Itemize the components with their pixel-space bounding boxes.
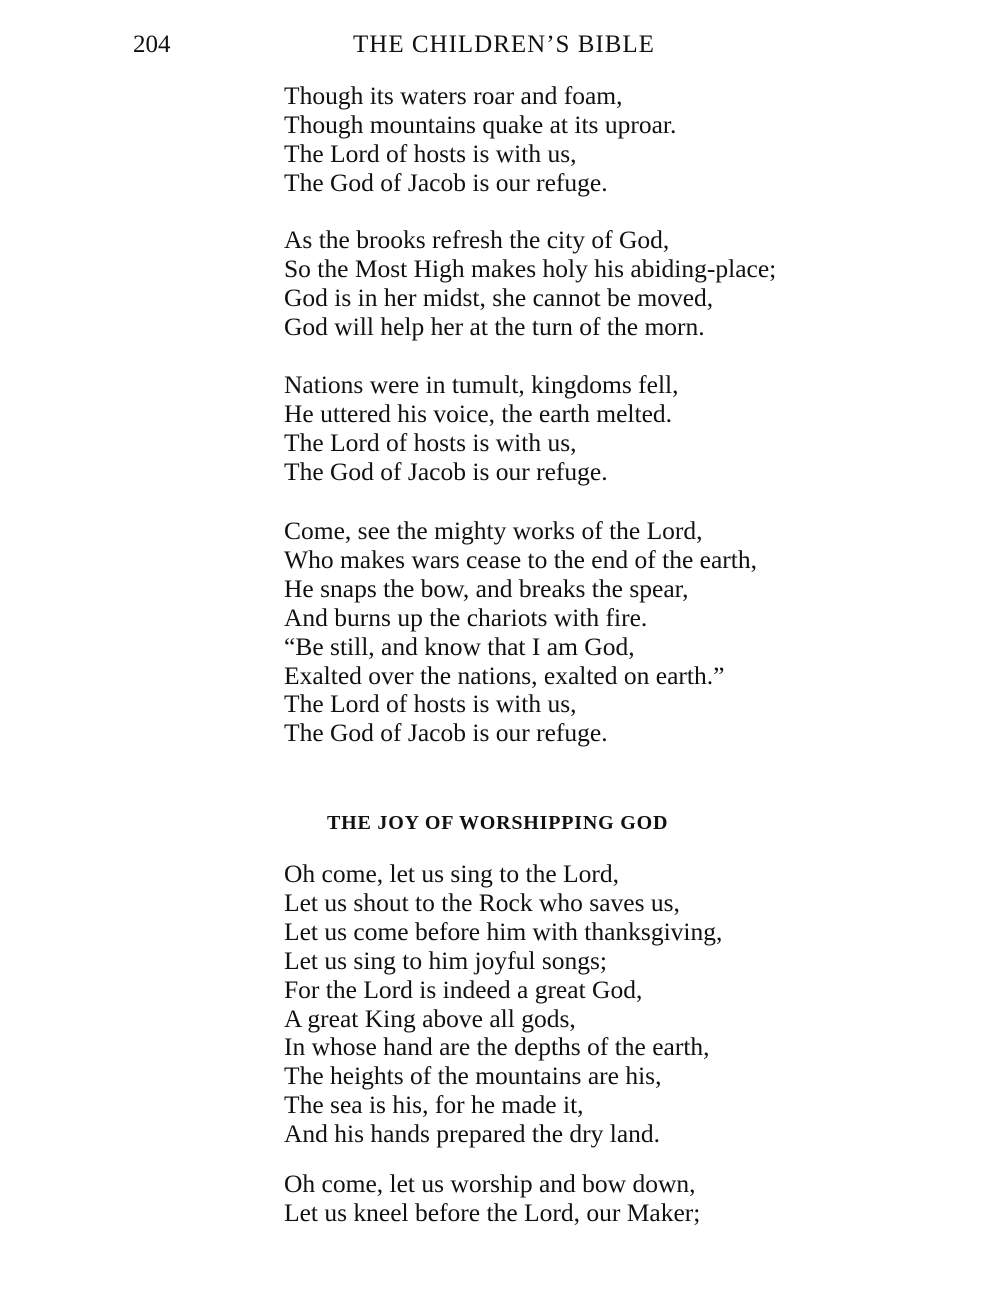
verse-line: The God of Jacob is our refuge. xyxy=(284,456,608,486)
stanza-4 xyxy=(284,517,757,748)
psalm-stanza-1 xyxy=(284,860,722,1149)
verse-line: The sea is his, for he made it, xyxy=(284,1090,584,1120)
verse-line: For the Lord is indeed a great God, xyxy=(284,974,643,1004)
verse-line: Let us kneel before the Lord, our Maker; xyxy=(284,1197,701,1227)
verse-line: Though its waters roar and foam, xyxy=(284,81,623,110)
verse-line: Let us shout to the Rock who saves us, xyxy=(284,887,680,917)
verse-line: Nations were in tumult, kingdoms fell, xyxy=(284,370,679,399)
verse-line: Let us sing to him joyful songs; xyxy=(284,945,608,975)
stanza-3 xyxy=(284,371,679,487)
verse-line: He uttered his voice, the earth melted. xyxy=(284,398,673,428)
verse-line: Come, see the mighty works of the Lord, xyxy=(284,516,703,545)
verse-line: He snaps the bow, and breaks the spear, xyxy=(284,573,689,603)
verse-line: Oh come, let us worship and bow down, xyxy=(284,1169,696,1198)
running-title: THE CHILDREN’S BIBLE xyxy=(353,31,655,58)
page-number: 204 xyxy=(133,31,171,58)
verse-line: The God of Jacob is our refuge. xyxy=(284,718,608,748)
verse-line: Though mountains quake at its uproar. xyxy=(284,109,677,139)
verse-line: And his hands prepared the dry land. xyxy=(284,1119,661,1149)
section-heading: THE JOY OF WORSHIPPING GOD xyxy=(327,812,669,834)
verse-line: God is in her midst, she cannot be moved, xyxy=(284,282,714,312)
verse-line: As the brooks refresh the city of God, xyxy=(284,225,670,254)
verse-line: The heights of the mountains are his, xyxy=(284,1061,662,1091)
verse-line: “Be still, and know that I am God, xyxy=(284,631,635,661)
verse-line: The Lord of hosts is with us, xyxy=(284,427,577,457)
stanza-2 xyxy=(284,226,776,342)
verse-line: God will help her at the turn of the morn. xyxy=(284,311,705,341)
verse-line: Exalted over the nations, exalted on earth.” xyxy=(284,660,725,690)
stanza-1 xyxy=(284,82,676,198)
verse-line: So the Most High makes holy his abiding-place; xyxy=(284,253,777,283)
verse-line: Oh come, let us sing to the Lord, xyxy=(284,859,619,888)
verse-line: The God of Jacob is our refuge. xyxy=(284,167,608,197)
verse-line: In whose hand are the depths of the earth, xyxy=(284,1032,710,1062)
verse-line: Let us come before him with thanksgiving, xyxy=(284,916,723,946)
verse-line: And burns up the chariots with fire. xyxy=(284,602,648,632)
verse-line: The Lord of hosts is with us, xyxy=(284,689,577,719)
verse-line: A great King above all gods, xyxy=(284,1003,576,1033)
verse-line: The Lord of hosts is with us, xyxy=(284,138,577,168)
verse-line: Who makes wars cease to the end of the earth, xyxy=(284,544,757,574)
psalm-stanza-2 xyxy=(284,1170,700,1228)
